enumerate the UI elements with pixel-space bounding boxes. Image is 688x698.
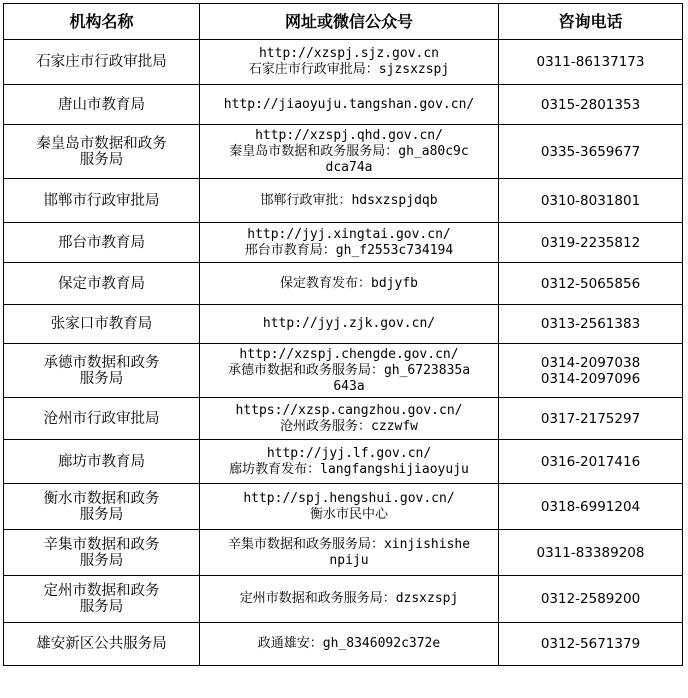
web-cell [200, 440, 499, 484]
phone-cell [499, 223, 683, 263]
table-row [4, 398, 683, 440]
phone-cell [499, 484, 683, 530]
header-row [4, 4, 683, 40]
phone-cell-line: 0314-2097096 [540, 370, 641, 387]
table-row [4, 125, 683, 179]
org-cell [4, 85, 200, 125]
org-cell [4, 576, 200, 623]
org-cell [4, 40, 200, 85]
contact-table [3, 3, 683, 666]
header-tel: 咨询电话 [499, 4, 683, 40]
phone-cell-line: 0312-5671379 [540, 636, 641, 652]
phone-cell-line: 0319-2235812 [540, 234, 641, 251]
phone-cell [499, 440, 683, 484]
table-row [4, 223, 683, 263]
org-cell-line: 张家口市教育局 [50, 316, 153, 332]
org-cell-line: 定州市数据和政务 [43, 583, 160, 599]
web-cell-line: http://jiaoyuju.tangshan.gov.cn/ [223, 96, 475, 112]
web-cell-line: http://jyj.lf.gov.cn/ [266, 445, 432, 461]
phone-cell [499, 530, 683, 576]
phone-cell [499, 85, 683, 125]
web-cell [200, 530, 499, 576]
phone-cell [499, 576, 683, 623]
web-cell-line: http://xzspj.sjz.gov.cn [258, 46, 439, 61]
phone-cell [499, 398, 683, 440]
web-cell [200, 223, 499, 263]
table-row [4, 530, 683, 576]
web-cell-line: 643a [333, 378, 365, 394]
web-cell-line: 辛集市数据和政务服务局：xinjishishe [227, 536, 471, 552]
phone-cell [499, 179, 683, 223]
web-cell-line: 秦皇岛市数据和政务服务局：gh_a80c9c [229, 143, 469, 159]
web-cell-line: http://jyj.zjk.gov.cn/ [262, 316, 436, 331]
org-cell-line: 邯郸市行政审批局 [43, 192, 160, 209]
phone-cell [499, 344, 683, 398]
web-cell-line: 衡水市民中心 [309, 506, 388, 522]
org-cell-line: 邢台市教育局 [58, 234, 145, 251]
org-cell [4, 440, 200, 484]
org-cell-line: 廊坊市教育局 [58, 453, 145, 470]
phone-cell-line: 0312-2589200 [540, 591, 641, 607]
table-row [4, 484, 683, 530]
org-cell-line: 唐山市教育局 [58, 96, 145, 113]
org-cell-line: 石家庄市行政审批局 [36, 54, 167, 70]
web-cell-line: dca74a [325, 159, 373, 175]
org-cell-line: 衡水市数据和政务 [43, 490, 160, 507]
web-cell-line: 定州市数据和政务服务局：dzsxzspj [239, 591, 459, 606]
org-cell-line: 服务局 [79, 151, 124, 168]
web-cell [200, 305, 499, 344]
org-cell [4, 623, 200, 666]
web-cell [200, 85, 499, 125]
web-cell-line: 承德市数据和政务服务局：gh_6723835a [227, 362, 471, 378]
web-cell [200, 125, 499, 179]
org-cell [4, 305, 200, 344]
web-cell-line: npiju [329, 552, 369, 568]
web-cell [200, 484, 499, 530]
table-row [4, 263, 683, 305]
org-cell-line: 沧州市行政审批局 [43, 410, 160, 427]
web-cell-line: 石家庄市行政审批局：sjzsxzspj [248, 62, 450, 77]
web-cell-line: 沧州政务服务：czzwfw [280, 418, 418, 434]
org-cell [4, 398, 200, 440]
web-cell-line: https://xzsp.cangzhou.gov.cn/ [235, 402, 463, 418]
org-cell [4, 125, 200, 179]
org-cell [4, 223, 200, 263]
phone-cell-line: 0312-5065856 [540, 275, 641, 292]
web-cell-line: 保定教育发布：bdjyfb [280, 275, 418, 291]
header-org: 机构名称 [4, 4, 200, 40]
phone-cell-line: 0313-2561383 [540, 316, 641, 332]
table-row [4, 179, 683, 223]
table-row [4, 440, 683, 484]
web-cell-line: 邢台市教育局：gh_f2553c734194 [244, 242, 454, 258]
web-cell-line: 邯郸行政审批：hdsxzspjdqb [260, 192, 438, 208]
web-cell [200, 263, 499, 305]
table-row [4, 576, 683, 623]
phone-cell [499, 125, 683, 179]
phone-cell-line: 0311-83389208 [536, 544, 645, 561]
phone-cell [499, 40, 683, 85]
org-cell-line: 服务局 [79, 506, 124, 523]
org-cell [4, 530, 200, 576]
web-cell-line: http://xzspj.chengde.gov.cn/ [239, 346, 459, 362]
web-cell [200, 40, 499, 85]
table-row [4, 623, 683, 666]
phone-cell-line: 0314-2097038 [540, 354, 641, 371]
org-cell-line: 服务局 [79, 599, 124, 615]
org-cell-line: 承德市数据和政务 [43, 354, 160, 371]
web-cell-line: http://spj.hengshui.gov.cn/ [243, 490, 455, 506]
web-cell-line: 政通雄安：gh_8346092c372e [257, 636, 441, 651]
web-cell-line: http://jyj.xingtai.gov.cn/ [247, 226, 451, 242]
org-cell-line: 秦皇岛市数据和政务 [36, 135, 167, 152]
phone-cell [499, 623, 683, 666]
table-row [4, 85, 683, 125]
table-row [4, 305, 683, 344]
org-cell-line: 服务局 [79, 552, 124, 569]
org-cell [4, 263, 200, 305]
org-cell-line: 雄安新区公共服务局 [36, 636, 167, 652]
web-cell [200, 344, 499, 398]
web-cell [200, 623, 499, 666]
web-cell [200, 398, 499, 440]
phone-cell-line: 0317-2175297 [540, 410, 641, 427]
table-row [4, 40, 683, 85]
phone-cell [499, 305, 683, 344]
phone-cell-line: 0318-6991204 [540, 498, 641, 515]
phone-cell-line: 0311-86137173 [536, 54, 645, 70]
org-cell [4, 344, 200, 398]
org-cell [4, 484, 200, 530]
phone-cell [499, 263, 683, 305]
web-cell-line: 廊坊教育发布：langfangshijiaoyuju [229, 461, 469, 477]
phone-cell-line: 0335-3659677 [540, 143, 641, 160]
org-cell [4, 179, 200, 223]
web-cell [200, 179, 499, 223]
org-cell-line: 辛集市数据和政务 [43, 536, 160, 553]
table-row [4, 344, 683, 398]
org-cell-line: 保定市教育局 [58, 275, 145, 292]
phone-cell-line: 0316-2017416 [540, 453, 641, 470]
header-web: 网址或微信公众号 [200, 4, 499, 40]
web-cell [200, 576, 499, 623]
phone-cell-line: 0315-2801353 [540, 96, 641, 113]
org-cell-line: 服务局 [79, 370, 124, 387]
phone-cell-line: 0310-8031801 [540, 192, 641, 209]
web-cell-line: http://xzspj.qhd.gov.cn/ [255, 127, 443, 143]
